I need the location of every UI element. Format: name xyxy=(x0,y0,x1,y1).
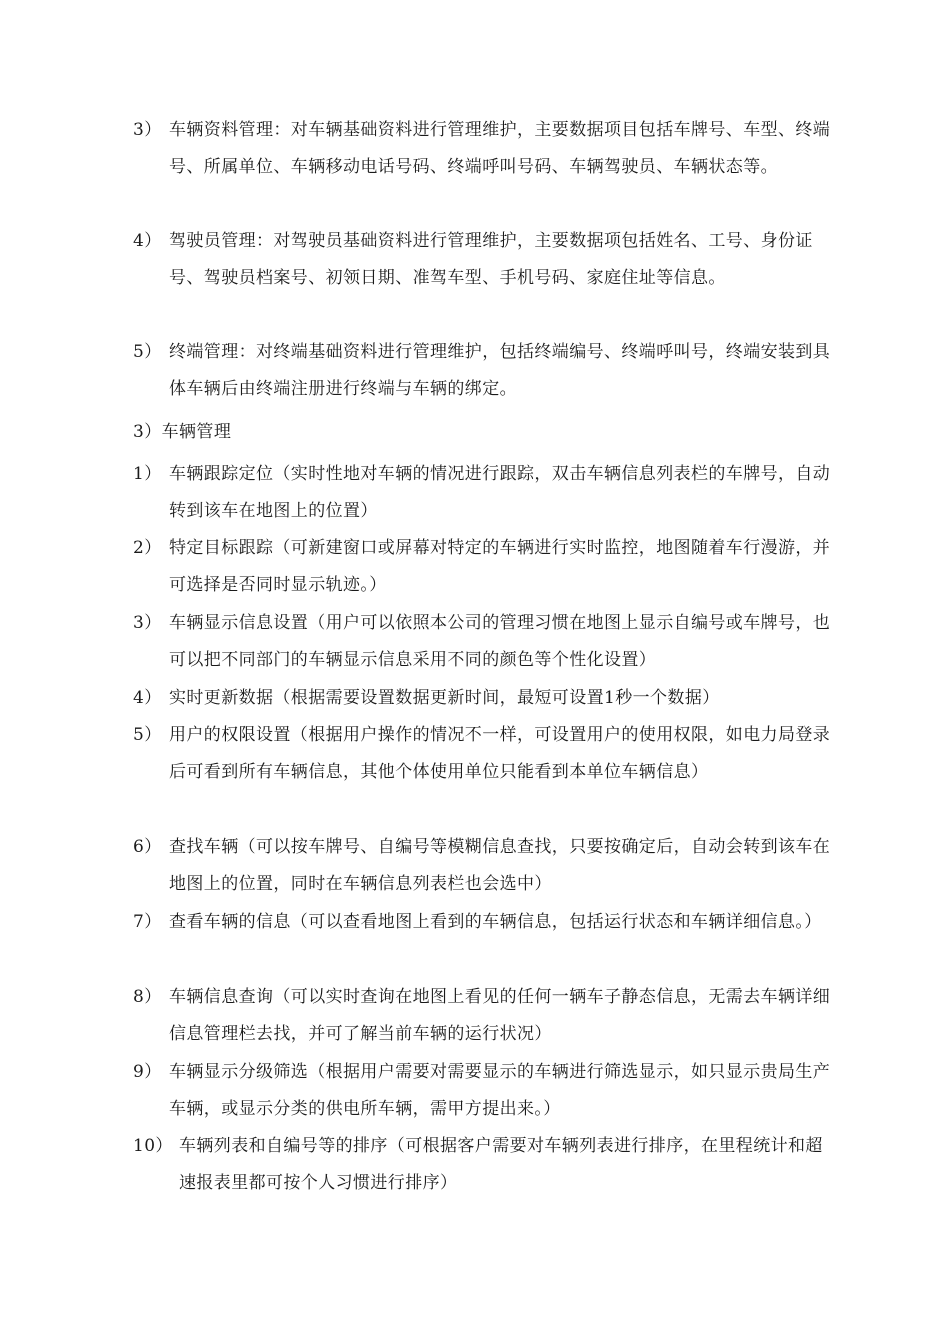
list-item-number: 1） xyxy=(133,464,162,484)
list-item-vehicle-query xyxy=(133,979,833,1053)
list-item-terminal-mgmt xyxy=(133,334,833,408)
list-item-text: 用户的权限设置（根据用户操作的情况不一样，可设置用户的使用权限，如电力局登录后可看到所有车辆信息，其他个体使用单位只能看到本单位车辆信息） xyxy=(169,725,831,782)
list-item-display-filter xyxy=(133,1054,833,1128)
list-item-text: 特定目标跟踪（可新建窗口或屏幕对特定的车辆进行实时监控，地图随着车行漫游，并可选择是否同时显示轨迹。） xyxy=(169,538,831,595)
list-item-number: 8） xyxy=(133,987,162,1007)
list-item-text: 查看车辆的信息（可以查看地图上看到的车辆信息，包括运行状态和车辆详细信息。） xyxy=(169,912,822,932)
list-item-number: 9） xyxy=(133,1062,162,1082)
list-item-permissions xyxy=(133,717,833,791)
list-item-text: 车辆信息查询（可以实时查询在地图上看见的任何一辆车子静态信息，无需去车辆详细信息管理栏去找，并可了解当前车辆的运行状况） xyxy=(169,987,831,1044)
list-item-number: 6） xyxy=(133,837,162,857)
list-item-number: 5） xyxy=(133,725,162,745)
list-item-number: 4） xyxy=(133,688,162,708)
list-item-view-vehicle-info xyxy=(133,904,833,941)
list-item-number: 2） xyxy=(133,538,162,558)
list-item-text: 车辆显示信息设置（用户可以依照本公司的管理习惯在地图上显示自编号或车牌号，也可以把不同部门的车辆显示信息采用不同的颜色等个性化设置） xyxy=(169,613,831,670)
list-item-number: 3） xyxy=(133,613,162,633)
list-item-text: 车辆资料管理：对车辆基础资料进行管理维护，主要数据项目包括车牌号、车型、终端号、所属单位、车辆移动电话号码、终端呼叫号码、车辆驾驶员、车辆状态等。 xyxy=(169,120,831,177)
list-item-vehicle-data-mgmt xyxy=(133,112,833,186)
list-item-list-sorting xyxy=(133,1128,833,1202)
list-item-text: 车辆跟踪定位（实时性地对车辆的情况进行跟踪，双击车辆信息列表栏的车牌号，自动转到该车在地图上的位置） xyxy=(169,464,831,521)
list-item-target-tracking xyxy=(133,530,833,604)
list-item-vehicle-tracking xyxy=(133,456,833,530)
list-item-number: 7） xyxy=(133,912,162,932)
list-item-text: 车辆显示分级筛选（根据用户需要对需要显示的车辆进行筛选显示，如只显示贵局生产车辆，或显示分类的供电所车辆，需甲方提出来。） xyxy=(169,1062,831,1119)
list-item-number: 10） xyxy=(133,1136,173,1156)
list-item-number: 5） xyxy=(133,342,162,362)
list-item-number: 3） xyxy=(133,120,162,140)
list-item-text: 驾驶员管理：对驾驶员基础资料进行管理维护，主要数据项包括姓名、工号、身份证号、驾驶员档案号、初领日期、准驾车型、手机号码、家庭住址等信息。 xyxy=(169,231,813,288)
list-item-realtime-update xyxy=(133,680,833,717)
list-item-text: 车辆列表和自编号等的排序（可根据客户需要对车辆列表进行排序，在里程统计和超速报表里都可按个人习惯进行排序） xyxy=(179,1136,823,1193)
list-item-text: 终端管理：对终端基础资料进行管理维护，包括终端编号、终端呼叫号，终端安装到具体车辆后由终端注册进行终端与车辆的绑定。 xyxy=(169,342,831,399)
list-item-display-settings xyxy=(133,605,833,679)
list-item-text: 查找车辆（可以按车牌号、自编号等模糊信息查找，只要按确定后，自动会转到该车在地图上的位置，同时在车辆信息列表栏也会选中） xyxy=(169,837,831,894)
list-item-find-vehicle xyxy=(133,829,833,903)
list-item-driver-mgmt xyxy=(133,223,833,297)
list-item-number: 4） xyxy=(133,231,162,251)
section-heading-vehicle-management: 3）车辆管理 xyxy=(133,422,232,442)
list-item-text: 实时更新数据（根据需要设置数据更新时间，最短可设置1秒一个数据） xyxy=(169,688,720,708)
